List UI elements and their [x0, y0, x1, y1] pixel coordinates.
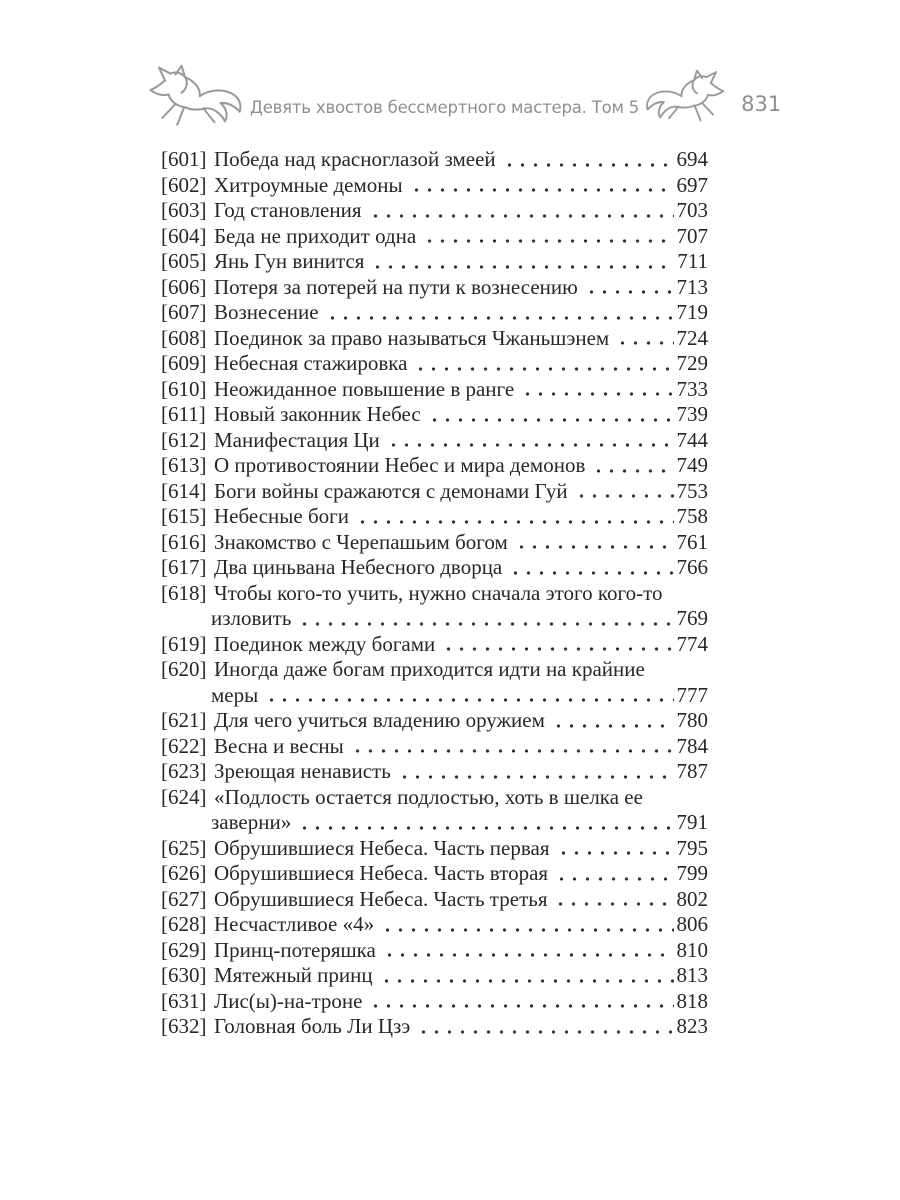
toc-entry-continuation: [161, 810, 708, 836]
entry-number: [610]: [161, 376, 207, 401]
toc-entry: [161, 861, 708, 887]
entry-title: Мятежный принц: [214, 963, 373, 987]
entry-title: Неожиданное повышение в ранге: [214, 376, 515, 401]
dot-leader: [575, 493, 674, 499]
entry-page: 791: [676, 810, 708, 834]
entry-page: 703: [676, 198, 708, 222]
entry-page: 784: [676, 733, 708, 758]
dot-leader: [557, 850, 674, 856]
toc-entry: [161, 785, 708, 811]
toc-entry: [161, 657, 708, 683]
entry-number: [628]: [161, 912, 207, 936]
entry-number: [619]: [161, 631, 207, 656]
entry-title-continuation: изловить: [211, 606, 292, 630]
entry-page: 761: [676, 529, 708, 554]
toc-entry: [161, 479, 708, 505]
entry-number: [606]: [161, 274, 207, 299]
toc-entry: [161, 912, 708, 938]
entry-number: [629]: [161, 937, 207, 962]
fox-right-icon: [639, 67, 727, 127]
entry-number: [611]: [161, 402, 206, 426]
entry-page: 818: [676, 988, 708, 1013]
entry-number: [613]: [161, 453, 207, 477]
entry-page: 769: [676, 606, 708, 630]
entry-title: Обрушившиеся Небеса. Часть первая: [214, 835, 550, 860]
toc-entry: [161, 555, 708, 581]
entry-title: Поединок между богами: [214, 631, 436, 656]
entry-number: [627]: [161, 886, 207, 911]
dot-leader: [521, 391, 673, 397]
toc-entry: [161, 173, 708, 199]
toc-entry: [161, 249, 708, 275]
dot-leader: [298, 825, 673, 831]
entry-page: 780: [676, 708, 708, 732]
dot-leader: [387, 442, 674, 448]
entry-page: 806: [676, 912, 708, 936]
toc-entry: [161, 887, 708, 913]
entry-page: 719: [676, 300, 708, 324]
dot-leader: [398, 774, 674, 780]
dot-leader: [369, 1003, 673, 1009]
toc-entry: [161, 326, 708, 352]
entry-title: Новый законник Небес: [214, 402, 421, 426]
toc-entry: [161, 504, 708, 530]
page-header: [146, 58, 782, 136]
entry-title: Поединок за право называться Чжаньшэнем: [214, 325, 610, 350]
entry-page: 697: [676, 172, 708, 197]
dot-leader: [509, 570, 673, 576]
entry-number: [607]: [161, 300, 207, 324]
entry-page: 739: [676, 402, 708, 426]
entry-number: [605]: [161, 249, 207, 273]
entry-number: [617]: [161, 555, 207, 579]
entry-title-continuation: заверни»: [211, 810, 292, 834]
entry-number: [609]: [161, 351, 207, 375]
entry-page: 753: [676, 478, 708, 503]
dot-leader: [428, 417, 674, 423]
dot-leader: [503, 162, 674, 168]
entry-title: Знакомство с Черепашьим богом: [214, 529, 508, 554]
dot-leader: [265, 697, 673, 703]
entry-title: Иногда даже богам приходится идти на крайние: [214, 657, 645, 681]
toc-entry: [161, 938, 708, 964]
entry-number: [622]: [161, 733, 207, 758]
entry-page: 774: [676, 631, 708, 656]
toc-entry: [161, 300, 708, 326]
entry-title: Зреющая ненависть: [214, 759, 391, 783]
entry-page: 758: [676, 504, 708, 528]
entry-title: Небесная стажировка: [214, 351, 408, 375]
toc-entry: [161, 708, 708, 734]
toc-entry: [161, 377, 708, 403]
entry-page: 795: [676, 835, 708, 860]
table-of-contents: [161, 147, 708, 1040]
entry-page: 802: [676, 886, 708, 911]
entry-page: 711: [677, 249, 708, 273]
entry-number: [604]: [161, 223, 207, 248]
entry-page: 744: [676, 427, 708, 452]
entry-page: 733: [676, 376, 708, 401]
entry-number: [614]: [161, 478, 207, 503]
toc-entry: [161, 530, 708, 556]
entry-title: Хитроумные демоны: [214, 172, 403, 197]
toc-entry: [161, 836, 708, 862]
entry-page: 749: [676, 453, 708, 477]
entry-number: [615]: [161, 504, 207, 528]
dot-leader: [326, 315, 674, 321]
dot-leader: [592, 468, 673, 474]
entry-page: 799: [676, 861, 708, 885]
entry-number: [608]: [161, 325, 207, 350]
dot-leader: [381, 927, 673, 933]
toc-entry: [161, 402, 708, 428]
dot-leader: [371, 264, 674, 270]
toc-entry: [161, 632, 708, 658]
toc-entry: [161, 224, 708, 250]
dot-leader: [417, 1029, 673, 1035]
entry-number: [626]: [161, 861, 207, 885]
entry-title: Боги войны сражаются с демонами Гуй: [214, 478, 568, 503]
entry-page: 766: [676, 555, 708, 579]
entry-page: 813: [676, 963, 708, 987]
entry-page: 823: [676, 1014, 708, 1038]
dot-leader: [442, 646, 673, 652]
toc-entry-continuation: [161, 683, 708, 709]
entry-title: Два циньвана Небесного дворца: [214, 555, 503, 579]
toc-entry: [161, 428, 708, 454]
entry-title: Потеря за потерей на пути к вознесению: [214, 274, 578, 299]
entry-number: [616]: [161, 529, 207, 554]
entry-number: [621]: [161, 708, 207, 732]
dot-leader: [356, 519, 673, 525]
entry-title: Весна и весны: [214, 733, 344, 758]
toc-entry: [161, 734, 708, 760]
entry-title: Для чего учиться владению оружием: [214, 708, 545, 732]
entry-title: Год становления: [214, 198, 362, 222]
entry-page: 810: [676, 937, 708, 962]
dot-leader: [554, 901, 673, 907]
dot-leader: [423, 238, 673, 244]
entry-page: 713: [676, 274, 708, 299]
entry-number: [601]: [161, 147, 207, 171]
entry-title: Лис(ы)-на-троне: [214, 988, 363, 1013]
toc-entry: [161, 147, 708, 173]
entry-title: Беда не приходит одна: [214, 223, 417, 248]
fox-left-icon: [146, 62, 250, 132]
dot-leader: [298, 621, 673, 627]
dot-leader: [555, 876, 673, 882]
dot-leader: [414, 366, 673, 372]
entry-title: Принц-потеряшка: [214, 937, 376, 962]
entry-number: [602]: [161, 172, 207, 197]
dot-leader: [552, 723, 674, 729]
dot-leader: [585, 289, 674, 295]
entry-number: [618]: [161, 580, 207, 605]
dot-leader: [515, 544, 674, 550]
page-number: 831: [741, 92, 782, 116]
dot-leader: [383, 952, 674, 958]
entry-title: Несчастливое «4»: [214, 912, 375, 936]
entry-title: Победа над красноглазой змеей: [214, 147, 496, 171]
book-title: Девять хвостов бессмертного мастера. Том 5: [250, 97, 640, 117]
entry-page: 729: [676, 351, 708, 375]
toc-entry: [161, 963, 708, 989]
entry-title: Янь Гун винится: [214, 249, 365, 273]
toc-entry: [161, 351, 708, 377]
toc-entry: [161, 581, 708, 607]
entry-number: [624]: [161, 784, 207, 809]
toc-entry: [161, 275, 708, 301]
toc-entry: [161, 989, 708, 1015]
entry-page: 777: [676, 682, 708, 707]
dot-leader: [410, 187, 674, 193]
entry-title: Вознесение: [214, 300, 319, 324]
dot-leader: [369, 213, 674, 219]
entry-number: [620]: [161, 657, 207, 681]
entry-title: Чтобы кого-то учить, нужно сначала этого кого-то: [214, 580, 663, 605]
dot-leader: [351, 748, 674, 754]
toc-entry: [161, 759, 708, 785]
entry-page: 787: [676, 759, 708, 783]
toc-entry-continuation: [161, 606, 708, 632]
entry-number: [630]: [161, 963, 207, 987]
entry-title: «Подлость остается подлостью, хоть в шелка ее: [214, 784, 643, 809]
dot-leader: [616, 340, 673, 346]
toc-entry: [161, 453, 708, 479]
entry-number: [632]: [161, 1014, 207, 1038]
entry-number: [631]: [161, 988, 207, 1013]
entry-page: 724: [676, 325, 708, 350]
entry-title: О противостоянии Небес и мира демонов: [214, 453, 586, 477]
entry-title: Обрушившиеся Небеса. Часть вторая: [214, 861, 549, 885]
entry-number: [625]: [161, 835, 207, 860]
entry-title: Обрушившиеся Небеса. Часть третья: [214, 886, 548, 911]
toc-entry: [161, 1014, 708, 1040]
entry-number: [603]: [161, 198, 207, 222]
entry-page: 707: [676, 223, 708, 248]
entry-number: [623]: [161, 759, 207, 783]
entry-title: Манифестация Ци: [214, 427, 380, 452]
entry-title: Головная боль Ли Цзэ: [214, 1014, 411, 1038]
entry-title: Небесные боги: [214, 504, 350, 528]
toc-entry: [161, 198, 708, 224]
dot-leader: [380, 978, 674, 984]
entry-title-continuation: меры: [211, 682, 259, 707]
entry-page: 694: [676, 147, 708, 171]
entry-number: [612]: [161, 427, 207, 452]
